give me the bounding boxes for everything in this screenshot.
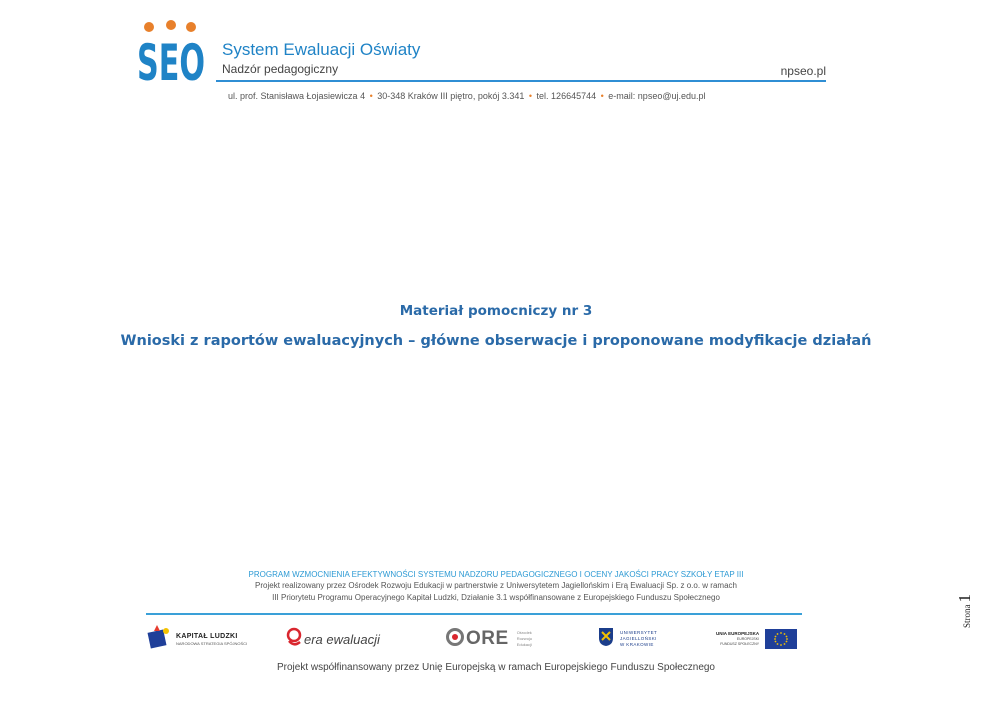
page-label: Strona — [962, 604, 972, 628]
uj-crest-icon — [598, 627, 614, 652]
document-subtitle: Wnioski z raportów ewaluacyjnych – główne obserwacje i proponowane modyfikacje działań — [120, 333, 872, 349]
document-title: Materiał pomocniczy nr 3 — [399, 303, 593, 319]
era-ewaluacji-logo — [286, 626, 396, 652]
bullet-icon: • — [528, 91, 533, 101]
uj-label-line: W KRAKOWIE — [620, 642, 654, 647]
page-number-value: 1 — [955, 594, 974, 603]
ore-sub-label: Edukacji — [516, 642, 532, 647]
brand-subtitle: Nadzór pedagogiczny — [222, 62, 339, 76]
kapital-ludzki-sub-label: NARODOWA STRATEGIA SPÓJNOŚCI — [176, 640, 248, 646]
ore-emblem-icon — [446, 628, 464, 651]
era-ewaluacji-emblem-icon — [286, 627, 302, 652]
header-divider — [216, 80, 826, 82]
project-description-line2: III Priorytetu Programu Operacyjnego Kapitał Ludzki, Działanie 3.1 współfinansowane z Europejskiego Funduszu Społecznego — [272, 593, 720, 602]
eu-label: UNIA EUROPEJSKA — [716, 631, 760, 636]
uj-logo — [598, 626, 678, 652]
address-street: ul. prof. Stanisława Łojasiewicza 4 — [228, 91, 366, 101]
address-phone: tel. 126645744 — [536, 91, 597, 101]
eu-flag-icon — [765, 629, 797, 649]
bullet-icon: • — [600, 91, 604, 101]
svg-text:SEO: SEO — [137, 34, 205, 92]
ore-sub-label: Ośrodek — [516, 630, 532, 635]
ore-label: ORE — [466, 628, 509, 649]
bullet-icon: • — [369, 91, 373, 101]
eu-logo — [716, 626, 806, 652]
kapital-ludzki-label: KAPITAŁ LUDZKI — [176, 632, 238, 640]
page-number — [955, 594, 975, 628]
eu-sub-label: EUROPEJSKI — [736, 637, 760, 641]
seo-logo — [136, 18, 206, 92]
era-ewaluacji-label: era ewaluacji — [304, 631, 380, 647]
ore-logo — [446, 626, 546, 652]
program-name: PROGRAM WZMOCNIENIA EFEKTYWNOŚCI SYSTEMU NADZORU PEDAGOGICZNEGO I OCENY JAKOŚCI PRACY SZKOŁY ETAP III — [248, 570, 744, 579]
project-description-line1: Projekt realizowany przez Ośrodek Rozwoju Edukacji w partnerstwie z Uniwersytetem Jagiellońskim i Erą Ewaluacji Sp. z o.o. w ramach — [255, 581, 737, 590]
uj-label-line: UNIWERSYTET — [620, 630, 658, 635]
brand-title: System Ewaluacji Oświaty — [222, 40, 421, 59]
footer-divider — [146, 613, 802, 615]
kapital-ludzki-emblem-icon — [148, 625, 170, 654]
eu-sub-label: FUNDUSZ SPOŁECZNY — [720, 642, 760, 646]
address-email[interactable]: e-mail: npseo@uj.edu.pl — [608, 91, 706, 101]
address-line — [228, 91, 706, 101]
website-link[interactable]: npseo.pl — [780, 64, 826, 78]
ore-sub-label: Rozwoju — [516, 636, 533, 641]
kapital-ludzki-logo — [148, 626, 258, 652]
cofinance-note: Projekt współfinansowany przez Unię Europejską w ramach Europejskiego Funduszu Społecznego — [276, 662, 715, 673]
address-city: 30-348 Kraków III piętro, pokój 3.341 — [377, 91, 525, 101]
uj-label-line: JAGIELLOŃSKI — [620, 636, 657, 641]
